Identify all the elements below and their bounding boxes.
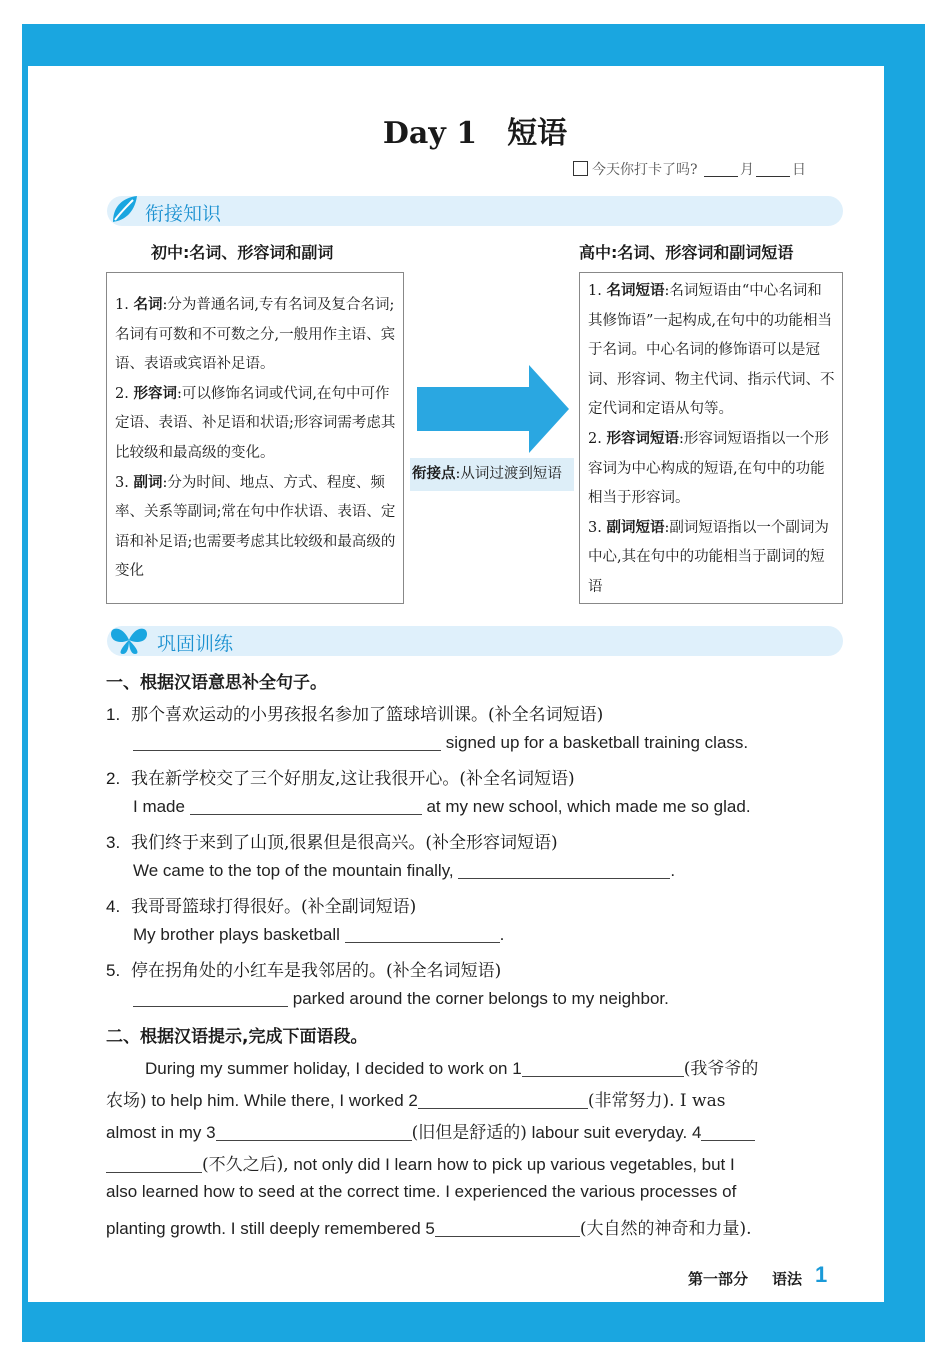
junior-item: 1. 名词:分为普通名词,专有名词及复合名词;名词有可数和不可数之分,一般用作主语、宾语、表语或宾语补足语。 <box>115 297 396 373</box>
senior-knowledge-box <box>579 272 843 604</box>
answer-blank[interactable] <box>133 988 288 1007</box>
senior-head: 高中:名词、形容词和副词短语 <box>579 243 794 262</box>
section-title-knowledge: 衔接知识 <box>145 203 222 225</box>
passage-blank-3[interactable] <box>216 1122 412 1141</box>
bridge-point: 衔接点:从词过渡到短语 <box>410 458 574 491</box>
senior-item: 2. 形容词短语:形容词短语指以一个形容词为中心构成的短语,在句中的功能相当于形容词。 <box>588 430 829 507</box>
question-5-english: parked around the corner belongs to my neighbor. <box>133 988 669 1009</box>
page-title <box>0 108 950 152</box>
top-border-bar <box>22 24 925 66</box>
right-arrow-icon <box>417 365 569 453</box>
part1-title: 一、根据汉语意思补全句子。 <box>106 673 327 693</box>
checkin-question: 今天你打卡了吗? <box>592 162 698 178</box>
title-topic: 短语 <box>507 116 568 151</box>
question-5: 5. 停在拐角处的小红车是我邻居的。(补全名词短语) <box>106 961 502 981</box>
question-3: 3. 我们终于来到了山顶,很累但是很高兴。(补全形容词短语) <box>106 833 558 853</box>
footer-subject: 语法 <box>772 1270 803 1288</box>
passage-line: 农场) to help him. While there, I worked 2 (非常努力). I was <box>106 1091 726 1111</box>
passage-line: (不久之后), not only did I learn how to pick up various vegetables, but I <box>106 1150 735 1175</box>
passage-blank-2[interactable] <box>418 1090 588 1109</box>
right-border-bar <box>884 24 925 1342</box>
section-title-practice: 巩固训练 <box>157 633 234 655</box>
question-2-english: I made at my new school, which made me so glad. <box>133 797 751 816</box>
question-2: 2. 我在新学校交了三个好朋友,这让我很开心。(补全名词短语) <box>106 769 575 789</box>
section-band-knowledge <box>107 196 843 226</box>
month-label: 月 <box>739 162 754 178</box>
title-day: Day 1 <box>382 116 478 151</box>
footer-part: 第一部分 <box>688 1270 749 1288</box>
butterfly-icon <box>109 624 149 656</box>
answer-blank[interactable] <box>133 732 441 751</box>
passage-line: During my summer holiday, I decided to work on 1 (我爷爷的 <box>145 1059 759 1079</box>
question-4-english: My brother plays basketball . <box>133 925 505 944</box>
question-1: 1. 那个喜欢运动的小男孩报名参加了篮球培训课。(补全名词短语) <box>106 705 604 725</box>
answer-blank[interactable] <box>458 860 670 879</box>
question-1-english: signed up for a basketball training class. <box>133 732 748 753</box>
day-blank[interactable] <box>756 158 790 177</box>
passage-blank-4[interactable] <box>701 1122 755 1141</box>
passage-blank-5[interactable] <box>435 1218 580 1237</box>
junior-knowledge-box <box>106 272 404 604</box>
passage-line: planting growth. I still deeply remembered 5 (大自然的神奇和力量). <box>106 1219 752 1239</box>
junior-item: 2. 形容词:可以修饰名词或代词,在句中可作定语、表语、补足语和状语;形容词需考虑其比较级和最高级的变化。 <box>115 385 396 461</box>
checkin-line <box>573 158 806 179</box>
question-4: 4. 我哥哥篮球打得很好。(补全副词短语) <box>106 897 417 917</box>
page-number: 1 <box>815 1262 828 1287</box>
part2-title: 二、根据汉语提示,完成下面语段。 <box>106 1027 368 1047</box>
bottom-border-bar <box>22 1302 925 1342</box>
left-border-bar <box>22 24 28 1342</box>
passage-blank-4-cont[interactable] <box>106 1154 202 1173</box>
question-3-english: We came to the top of the mountain finally, . <box>133 861 676 880</box>
answer-blank[interactable] <box>345 924 500 943</box>
leaf-icon <box>109 194 143 226</box>
passage-line: almost in my 3 (旧但是舒适的) labour suit everyday. 4 <box>106 1118 755 1143</box>
senior-item: 3. 副词短语:副词短语指以一个副词为中心,其在句中的功能相当于副词的短语 <box>588 519 829 595</box>
senior-item: 1. 名词短语:名词短语由“中心名词和其修饰语”一起构成,在句中的功能相当于名词。中心名词的修饰语可以是冠词、形容词、物主代词、指示代词、不定代词和定语从句等。 <box>588 283 835 418</box>
checkin-checkbox[interactable] <box>573 161 588 176</box>
section-band-practice <box>107 626 843 656</box>
answer-blank[interactable] <box>190 796 422 815</box>
month-blank[interactable] <box>704 158 738 177</box>
day-label: 日 <box>791 162 806 178</box>
junior-head: 初中:名词、形容词和副词 <box>151 243 334 262</box>
junior-item: 3. 副词:分为时间、地点、方式、程度、频率、关系等副词;常在句中作状语、表语、定语和补足语;也需要考虑其比较级和最高级的变化 <box>115 474 396 580</box>
passage-line: also learned how to seed at the correct time. I experienced the various processes of <box>106 1182 737 1201</box>
passage-blank-1[interactable] <box>522 1058 684 1077</box>
